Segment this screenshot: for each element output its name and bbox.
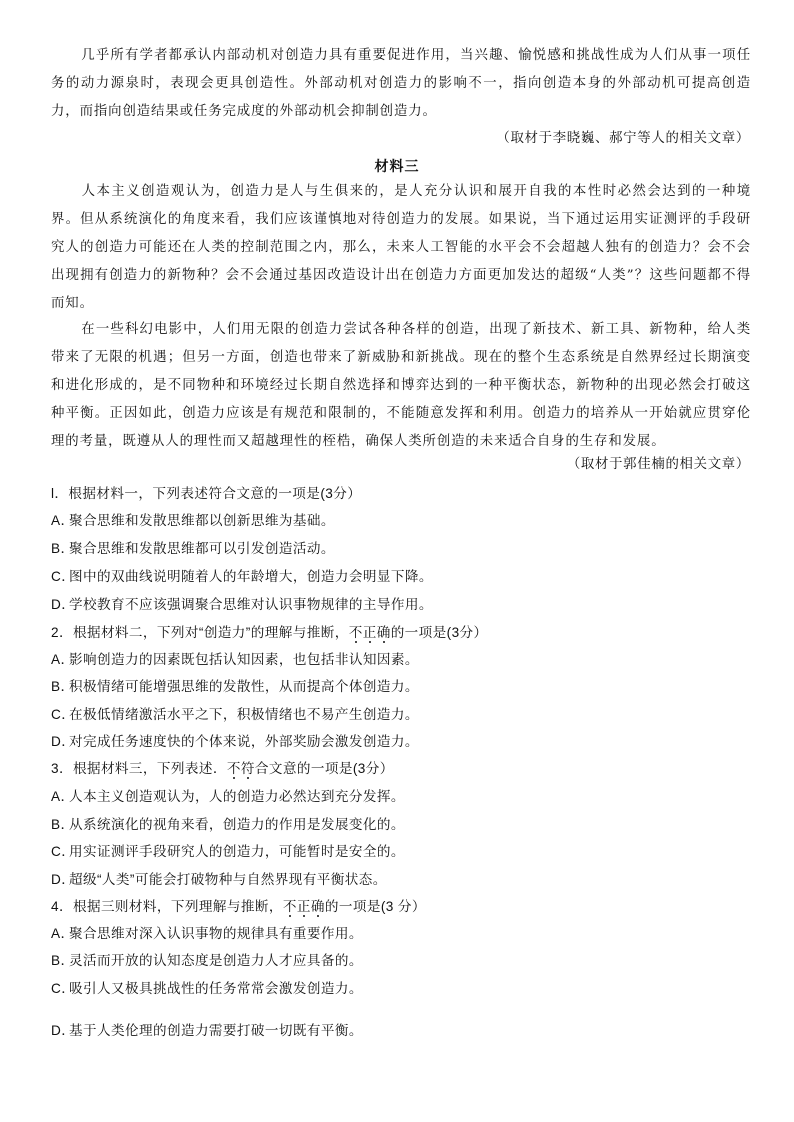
question-3-option-a[interactable]: A．人本主义创造观认为，人的创造力必然达到充分发挥。: [51, 789, 405, 804]
question-4-option-c[interactable]: C．吸引人又极具挑战性的任务常常会激发创造力。: [51, 981, 363, 996]
question-4-option-b[interactable]: B．灵活而开放的认知态度是创造力人才应具备的。: [51, 953, 363, 968]
question-1-option-d[interactable]: D．学校教育不应该强调聚合思维对认识事物规律的主导作用。: [51, 597, 433, 612]
material3-paragraph-1: 人本主义创造观认为，创造力是人与生俱来的，是人充分认识和展开自我的本性时必然会达到的一种境界。但从系统演化的角度来看，我们应该谨慎地对待创造力的发展。如果说，当下通过运用实证测评的手段研究人的创造力可能还在人类的控制范围之内，那么，未来人工智能的水平会不会超越人独有的创造力？会不会出现拥有创造力的新物种？会不会通过基因改造设计出在创造力方面更加发达的超级“人类”？这些问题都不得而知。: [51, 184, 751, 311]
question-3-option-b[interactable]: B．从系统演化的视角来看，创造力的作用是发展变化的。: [51, 817, 405, 832]
question-1-option-b[interactable]: B．聚合思维和发散思维都可以引发创造活动。: [51, 541, 335, 556]
material3-heading: 材料三: [374, 158, 420, 174]
question-1-stem: l．根据材料一，下列表述符合文意的一项是(3分）: [51, 486, 362, 501]
question-3-stem: 3．根据材料三，下列表述．不符合文意的一项是(3分）: [51, 761, 394, 776]
question-2-option-d[interactable]: D．对完成任务速度快的个体来说，外部奖励会激发创造力。: [51, 734, 419, 749]
material2-closing-paragraph: 几乎所有学者都承认内部动机对创造力具有重要促进作用，当兴趣、愉悦感和挑战性成为人们从事一项任务的动力源泉时，表现会更具创造性。外部动机对创造力的影响不一，指向创造本身的外部动机可提高创造力，而指向创造结果或任务完成度的外部动机会抑制创造力。: [51, 48, 751, 119]
emphasis-char: 正: [296, 899, 311, 914]
emphasis-char: 正: [362, 625, 377, 640]
question-2-stem: 2．根据材料二，下列对“创造力”的理解与推断，不正确的一项是(3分）: [51, 625, 488, 640]
question-2-option-c[interactable]: C．在极低情绪激活水平之下，积极情绪也不易产生创造力。: [51, 707, 419, 722]
emphasis-char: 确: [310, 899, 325, 914]
question-4-stem: 4．根据三则材料，下列理解与推断，不正确的一项是(3 分）: [51, 899, 426, 914]
material2-source-note: （取材于李晓巍、郝宁等人的相关文章）: [496, 131, 750, 146]
question-3-option-c[interactable]: C．用实证测评手段研究人的创造力，可能暂时是安全的。: [51, 844, 405, 859]
emphasis-char: 不: [226, 761, 241, 776]
emphasis-char: 不: [282, 899, 297, 914]
question-4-option-d[interactable]: D．基于人类伦理的创造力需要打破一切既有平衡。: [51, 1023, 363, 1038]
emphasis-char: 符: [240, 761, 255, 776]
question-4-option-a[interactable]: A．聚合思维对深入认识事物的规律具有重要作用。: [51, 926, 363, 941]
emphasis-char: 确: [376, 625, 391, 640]
question-3-option-d[interactable]: D．超级“人类”可能会打破物种与自然界现有平衡状态。: [51, 872, 387, 887]
question-2-option-b[interactable]: B．积极情绪可能增强思维的发散性，从而提高个体创造力。: [51, 679, 419, 694]
material3-paragraph-2: 在一些科幻电影中，人们用无限的创造力尝试各种各样的创造，出现了新技术、新工具、新物种，给人类带来了无限的机遇；但另一方面，创造也带来了新威胁和新挑战。现在的整个生态系统是自然界经过长期演变和进化形成的，是不同物种和环境经过长期自然选择和博弈达到的一种平衡状态，新物种的出现必然会打破这种平衡。正因如此，创造力应该是有规范和限制的，不能随意发挥和利用。创造力的培养从一开始就应贯穿伦理的考量，既遵从人的理性而又超越理性的桎梏，确保人类所创造的未来适合自身的生存和发展。: [51, 322, 751, 449]
question-1-option-a[interactable]: A．聚合思维和发散思维都以创新思维为基础。: [51, 513, 335, 528]
question-1-option-c[interactable]: C．图中的双曲线说明随着人的年龄增大，创造力会明显下降。: [51, 569, 433, 584]
question-2-option-a[interactable]: A．影响创造力的因素既包括认知因素，也包括非认知因素。: [51, 652, 419, 667]
material3-source-note: （取材于郭佳楠的相关文章）: [566, 457, 750, 472]
emphasis-char: 不: [348, 625, 363, 640]
